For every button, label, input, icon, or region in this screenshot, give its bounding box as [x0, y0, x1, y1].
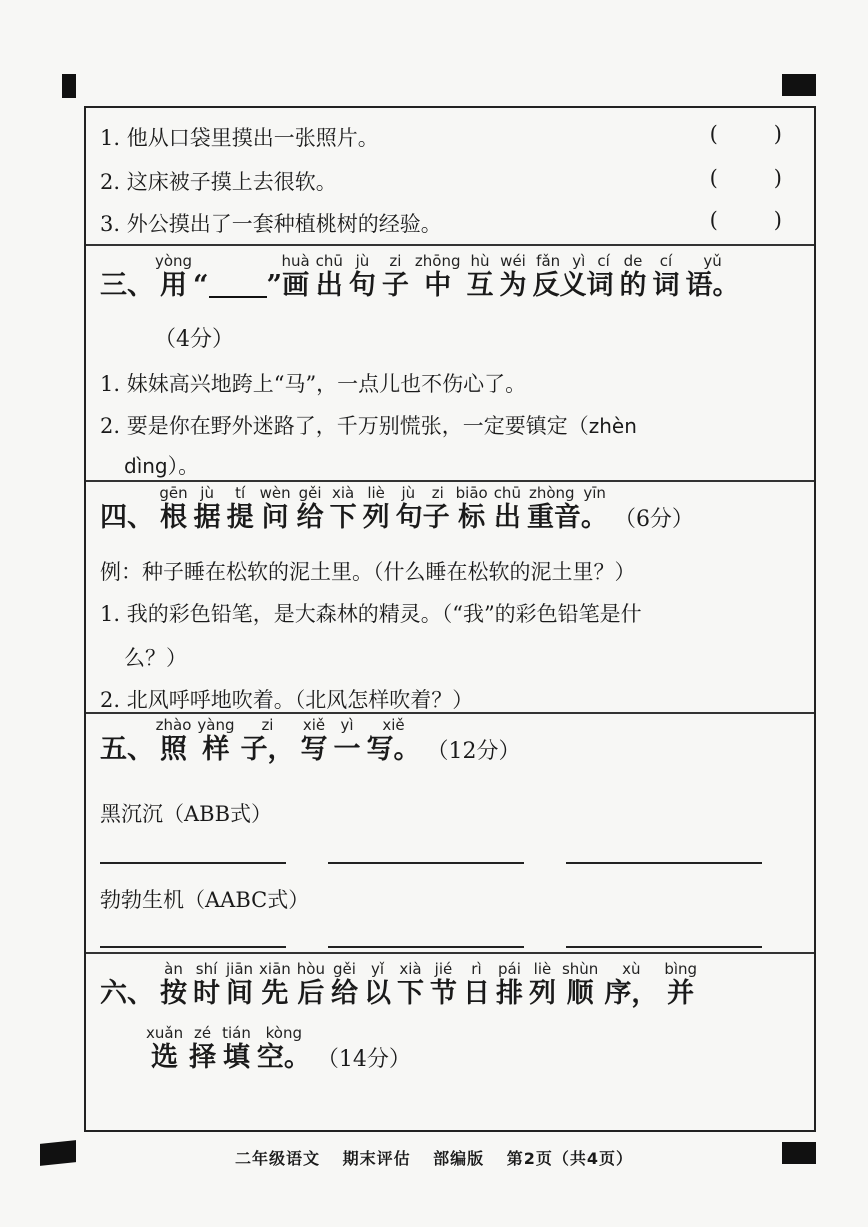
footer-grade: 二年级语文 — [234, 1149, 320, 1168]
section-3-item-1: 1. 妹妹高兴地跨上“马”，一点儿也不伤心了。 — [100, 372, 527, 396]
section-4-score: （6分） — [613, 507, 694, 532]
section-5 — [86, 714, 814, 954]
section-4-example: 例：种子睡在松软的泥土里。（什么睡在松软的泥土里？） — [100, 560, 636, 584]
prev-item-1: 1. 他从口袋里摸出一张照片。 — [100, 126, 379, 150]
section-prev — [86, 108, 814, 246]
answer-line-1c[interactable] — [566, 862, 762, 864]
section-4-heading: 四、 根gēn据jù提tí问wèn给gěi下xià列liè句子jù zi标biāo出chū重音。zhòng yīn（6分） — [100, 484, 694, 533]
answer-line-2c[interactable] — [566, 946, 762, 948]
section-5-heading: 五、照zhào样yàng子，zi写xiě一yì写。xiě（12分） — [100, 716, 521, 765]
section-3 — [86, 246, 814, 482]
quote-close: ” — [266, 270, 283, 301]
section-6-heading-line-2: 选xuǎn择zé填tián空。kòng（14分） — [146, 1024, 411, 1073]
section-6 — [86, 954, 814, 1134]
prev-answer-2[interactable]: ( ) — [709, 166, 784, 190]
section-6-heading: 六、 按àn时shí间jiān先xiān后hòu给gěi以yǐ下xià节jié日rì排pái列liè顺shùn序，xù并bìng — [100, 960, 698, 1009]
section-3-item-2-cont: dìng）。 — [124, 454, 200, 478]
section-4 — [86, 482, 814, 714]
prev-answer-3[interactable]: ( ) — [709, 208, 784, 232]
prev-item-2: 2. 这床被子摸上去很软。 — [100, 170, 337, 194]
footer-exam: 期末评估 — [342, 1149, 411, 1168]
section-3-number: 三、 — [100, 270, 154, 301]
section-4-item-1-cont: 么？） — [124, 646, 187, 670]
section-5-row-2-label: 勃勃生机（AABC式） — [100, 888, 310, 912]
registration-mark-top-left — [62, 74, 76, 98]
section-3-heading: 三、用yòng“ ”画huà出chū句jù子zi中zhōng互hù为wéi反义词fǎn yì cí的de词cí语。yǔ — [100, 252, 740, 301]
footer-page: 第2页（共4页） — [506, 1149, 634, 1168]
registration-mark-top-right — [782, 74, 816, 96]
section-5-score: （12分） — [426, 739, 521, 764]
section-5-row-1-label: 黑沉沉（ABB式） — [100, 802, 273, 826]
quote-open: “ — [193, 270, 209, 301]
page-footer — [0, 1146, 868, 1169]
section-4-item-2: 2. 北风呼呼地吹着。（北风怎样吹着？） — [100, 688, 474, 712]
prev-item-3: 3. 外公摸出了一套种植桃树的经验。 — [100, 212, 442, 236]
footer-edition: 部编版 — [433, 1149, 485, 1168]
answer-line-1b[interactable] — [328, 862, 524, 864]
answer-line-2b[interactable] — [328, 946, 524, 948]
section-3-score: （4分） — [154, 327, 234, 352]
section-4-item-1: 1. 我的彩色铅笔，是大森林的精灵。（“我”的彩色铅笔是什 — [100, 602, 642, 626]
section-6-score: （14分） — [316, 1047, 411, 1072]
answer-line-2a[interactable] — [100, 946, 286, 948]
answer-line-1a[interactable] — [100, 862, 286, 864]
underline-sample — [209, 276, 267, 298]
section-3-item-2: 2. 要是你在野外迷路了，千万别慌张，一定要镇定（zhèn — [100, 414, 637, 438]
exam-sheet — [84, 106, 816, 1132]
prev-answer-1[interactable]: ( ) — [709, 122, 784, 146]
section-3-ruby-0: 用yòng — [154, 252, 193, 301]
